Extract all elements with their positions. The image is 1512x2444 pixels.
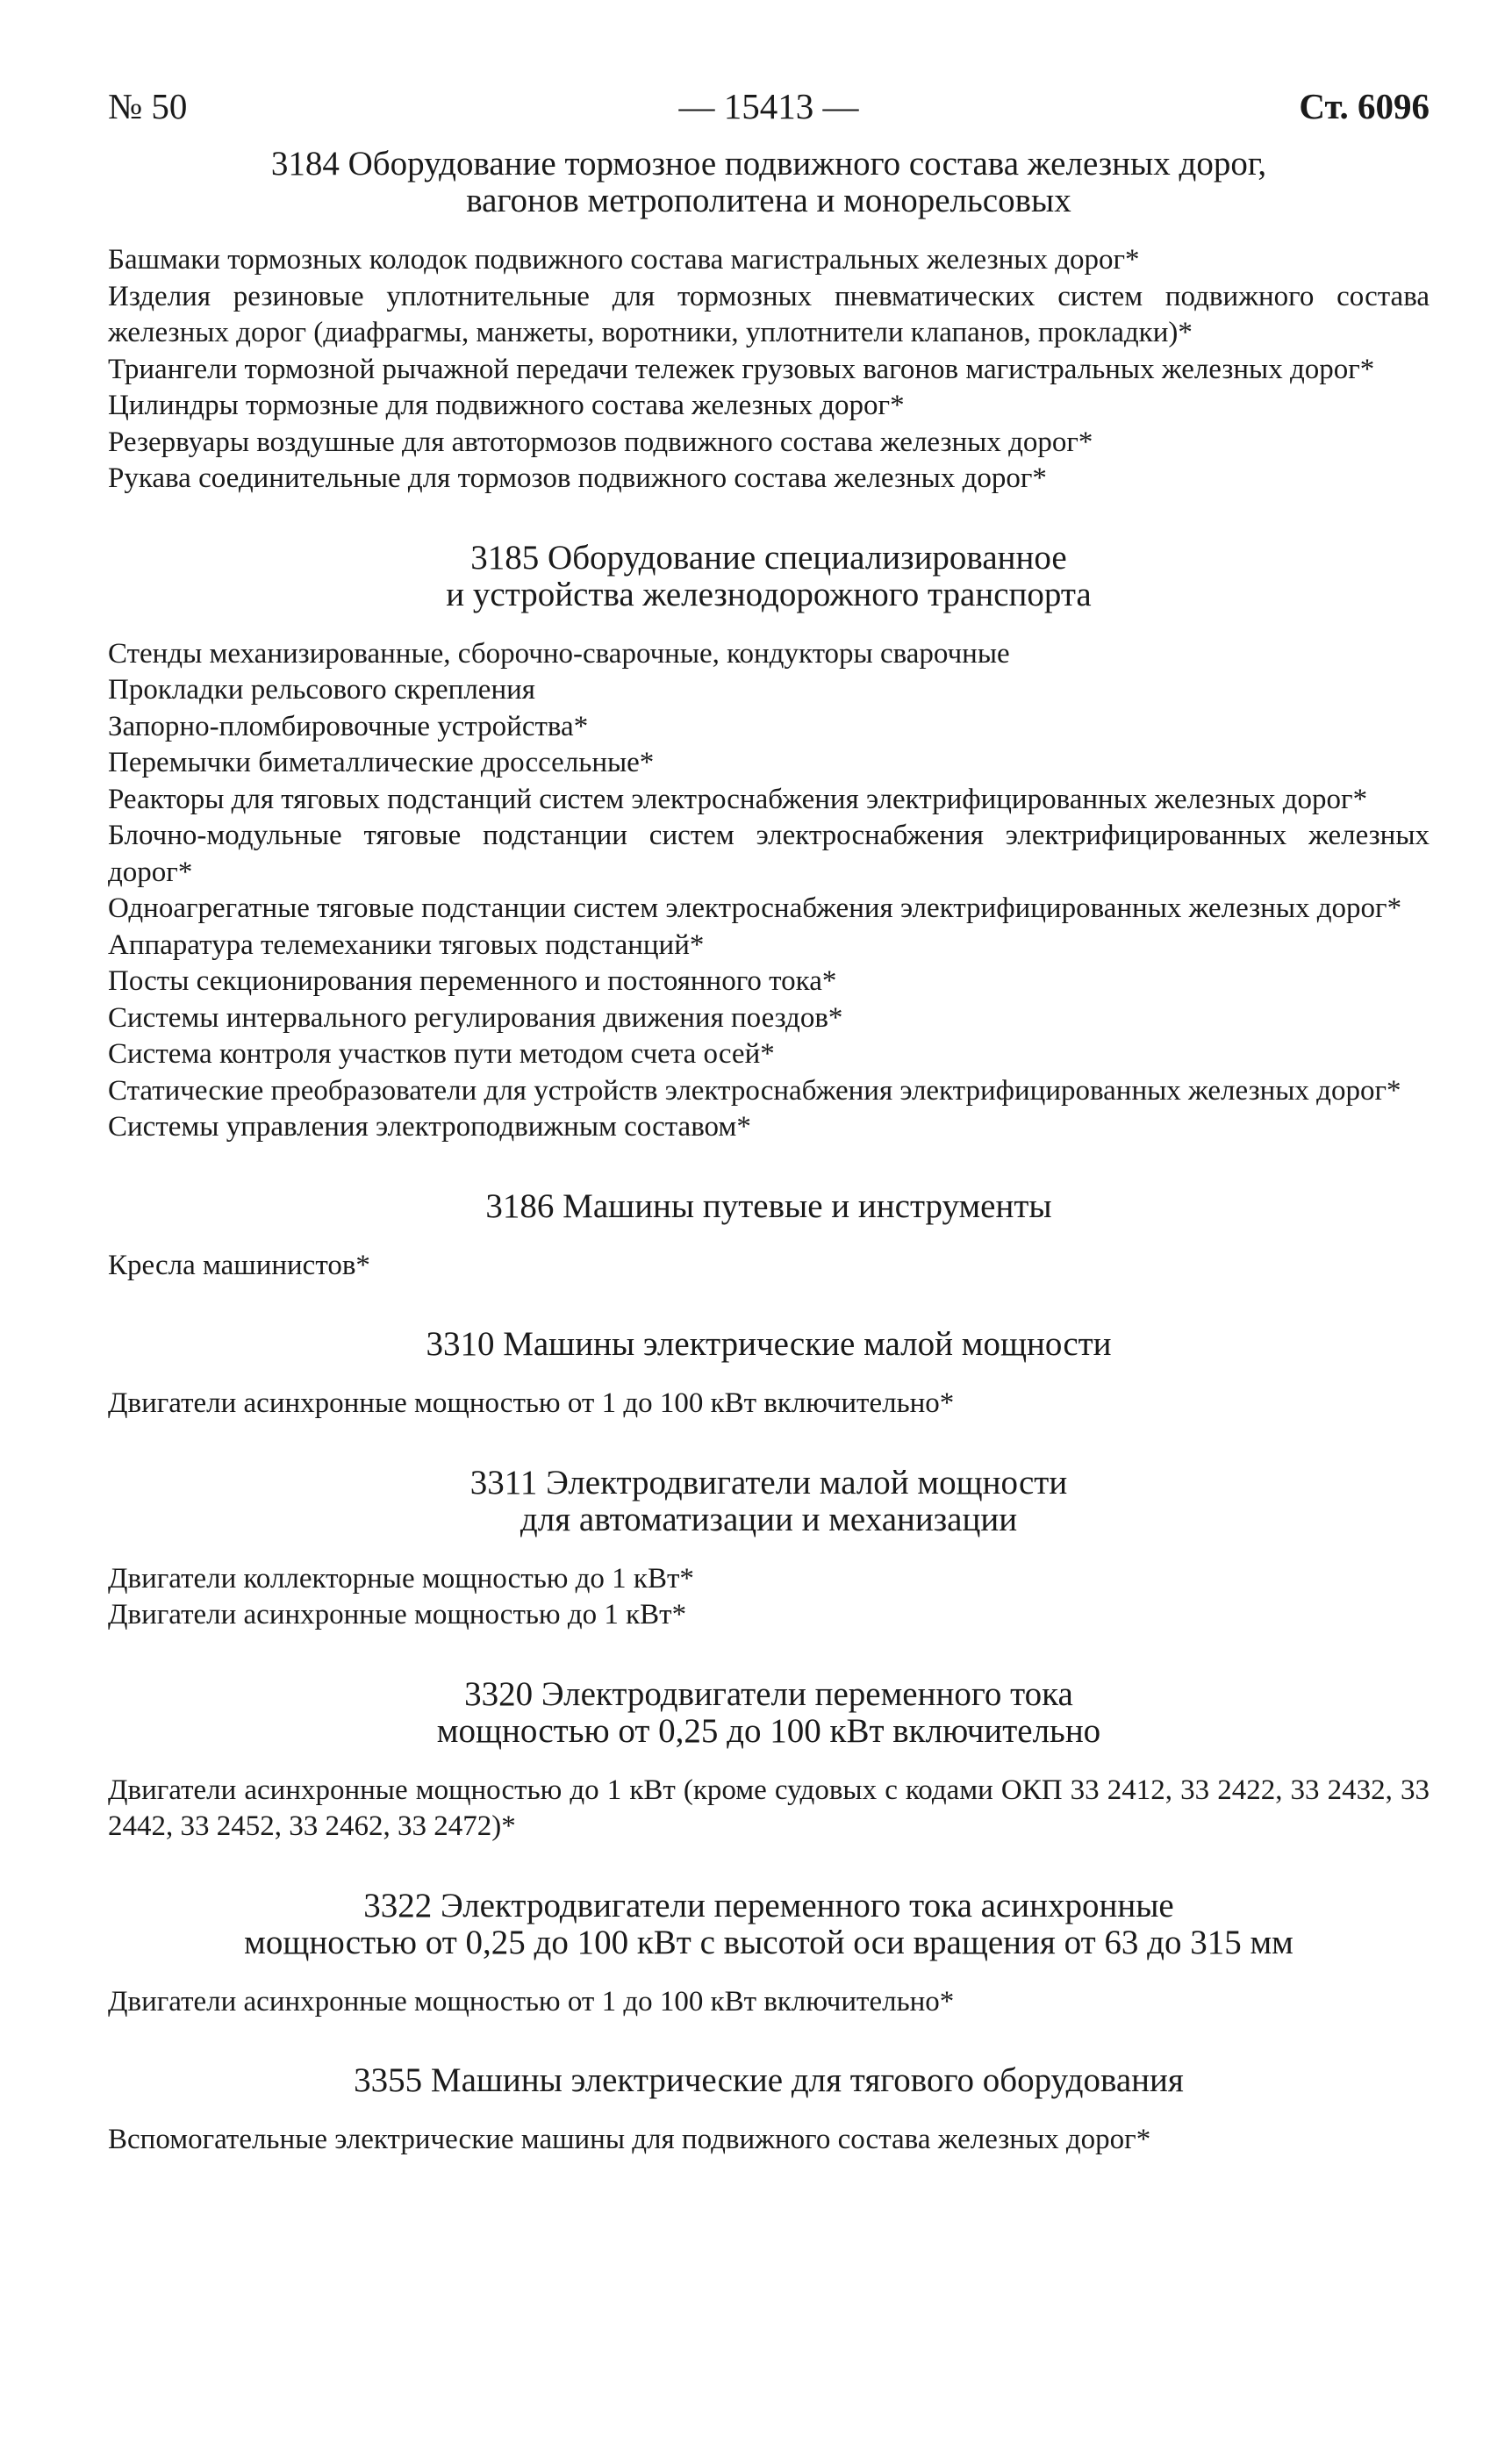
issue-number: № 50 (108, 86, 188, 126)
section (108, 1188, 1430, 1285)
list-item: Статические преобразователи для устройств электроснабжения электрифицированных железных дорог* (108, 1074, 1401, 1107)
section (108, 146, 1430, 498)
item-list (108, 2122, 1430, 2159)
section (108, 540, 1430, 1146)
list-item: Прокладки рельсового скрепления (108, 674, 535, 706)
item-list (108, 1248, 1430, 1285)
section-title (108, 2062, 1430, 2099)
item-list (108, 242, 1430, 498)
list-item: Аппаратура телемеханики тяговых подстанций* (108, 928, 705, 961)
section (108, 1888, 1430, 2021)
list-item: Одноагрегатные тяговые подстанции систем электроснабжения электрифицированных железных дорог* (108, 892, 1402, 924)
section (108, 1326, 1430, 1423)
list-item: Цилиндры тормозные для подвижного состава железных дорог* (108, 390, 905, 421)
list-item: Запорно-пломбировочные устройства* (108, 710, 589, 742)
item-list (108, 1386, 1430, 1423)
list-item: Изделия резиновые уплотнительные для тормозных пневматических систем подвижного состава железных дорог (диафрагмы, манжеты, воротники, уплотнители клапанов, прокладки)* (108, 280, 1430, 348)
section-title-line: вагонов метрополитена и монорельсовых (466, 182, 1071, 219)
list-item: Триангели тормозной рычажной передачи тележек грузовых вагонов магистральных железных дорог* (108, 353, 1375, 385)
item-list (108, 1561, 1430, 1634)
list-item: Башмаки тормозных колодок подвижного состава магистральных железных дорог* (108, 244, 1140, 276)
list-item: Вспомогательные электрические машины для подвижного состава железных дорог* (108, 2124, 1151, 2155)
section-title-line: 3310 Машины электрические малой мощности (426, 1325, 1112, 1363)
section-title-line: для автоматизации и механизации (520, 1500, 1018, 1538)
list-item: Посты секционирования переменного и постоянного тока* (108, 965, 837, 997)
list-item: Системы управления электроподвижным составом* (108, 1111, 751, 1143)
section-title (108, 1676, 1430, 1750)
section-title-line: 3185 Оборудование специализированное (470, 538, 1067, 577)
list-item: Двигатели асинхронные мощностью до 1 кВт (кроме судовых с кодами ОКП 33 2412, 33 2422, 33 2432, 33 2442, 33 2452, 33 2462, 33 2472)* (108, 1774, 1430, 1842)
list-item: Стенды механизированные, сборочно-сварочные, кондукторы сварочные (108, 637, 1010, 670)
list-item: Двигатели коллекторные мощностью до 1 кВт* (108, 1562, 694, 1595)
section-title (108, 540, 1430, 613)
section-title-line: 3320 Электродвигатели переменного тока (464, 1674, 1073, 1713)
list-item: Блочно-модульные тяговые подстанции систем электроснабжения электрифицированных железных дорог* (108, 820, 1430, 888)
list-item: Кресла машинистов* (108, 1249, 370, 1281)
section-title-line: мощностью от 0,25 до 100 кВт с высотой оси вращения от 63 до 315 мм (244, 1923, 1293, 1961)
section-title-line: 3355 Машины электрические для тягового оборудования (354, 2061, 1184, 2099)
section-title (108, 146, 1430, 219)
list-item: Двигатели асинхронные мощностью от 1 до 100 кВт включительно* (108, 1387, 955, 1419)
list-item: Двигатели асинхронные мощностью от 1 до 100 кВт включительно* (108, 1985, 955, 2018)
section (108, 2062, 1430, 2159)
section-title-line: 3184 Оборудование тормозное подвижного состава железных дорог, (270, 145, 1267, 183)
page-number: — 15413 — (678, 86, 859, 126)
section-title-line: 3186 Машины путевые и инструменты (485, 1186, 1052, 1225)
section-title-line: и устройства железнодорожного транспорта (446, 575, 1092, 613)
list-item: Системы интервального регулирования движения поездов* (108, 1001, 843, 1034)
section (108, 1465, 1430, 1634)
document-body (108, 146, 1430, 2159)
section (108, 1676, 1430, 1846)
item-list (108, 636, 1430, 1146)
page-header (108, 81, 1430, 132)
item-list (108, 1773, 1430, 1846)
list-item: Резервуары воздушные для автотормозов подвижного состава железных дорог* (108, 426, 1093, 458)
list-item: Перемычки биметаллические дроссельные* (108, 747, 655, 778)
section-title-line: 3311 Электродвигатели малой мощности (469, 1463, 1068, 1502)
document-page (108, 81, 1430, 2159)
section-title (108, 1465, 1430, 1538)
section-title (108, 1888, 1430, 1961)
list-item: Система контроля участков пути методом счета осей* (108, 1038, 775, 1070)
item-list (108, 1984, 1430, 2021)
section-title-line: мощностью от 0,25 до 100 кВт включительно (436, 1711, 1101, 1750)
section-title-line: 3322 Электродвигатели переменного тока асинхронные (363, 1886, 1174, 1924)
section-title (108, 1188, 1430, 1225)
section-title (108, 1326, 1430, 1363)
list-item: Реакторы для тяговых подстанций систем электроснабжения электрифицированных железных дорог* (108, 783, 1368, 815)
list-item: Двигатели асинхронные мощностью до 1 кВт* (108, 1599, 687, 1631)
article-number: Ст. 6096 (1299, 86, 1430, 126)
list-item: Рукава соединительные для тормозов подвижного состава железных дорог* (108, 462, 1047, 494)
